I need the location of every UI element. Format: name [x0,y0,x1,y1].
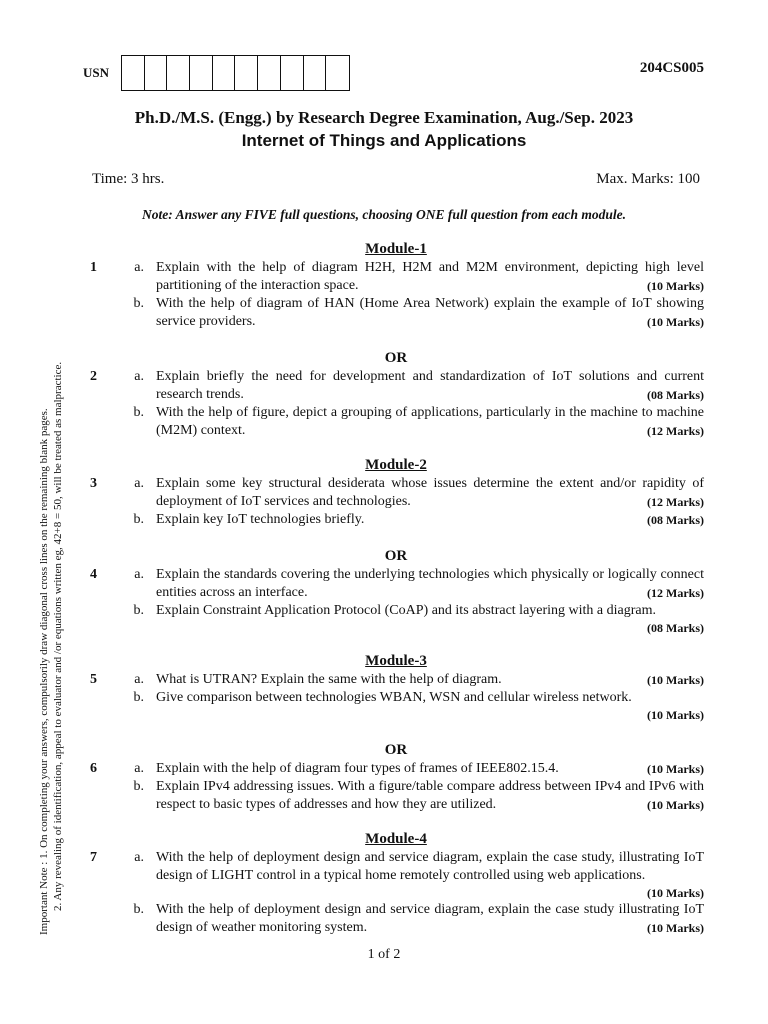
marks-label: (10 Marks) [647,798,704,812]
side-important-note [37,230,65,935]
module-heading: Module-4 [365,831,427,847]
marks-label: (12 Marks) [647,495,704,509]
part-text: Give comparison between technologies WBAN, WSN and cellular wireless network. [156,690,632,705]
marks-label: (10 Marks) [647,315,704,329]
marks-label: (10 Marks) [647,886,704,900]
part-label: b. [133,902,144,917]
part-text: Explain some key structural desiderata whose issues determine the extent and/or rapidity of deployment of IoT services and technologies. [156,476,704,509]
marks-label: (10 Marks) [647,279,704,293]
question-part [120,671,704,689]
part-text: Explain key IoT technologies briefly. [156,512,365,527]
part-label: a. [134,672,144,687]
part-label: b. [133,512,144,527]
question [88,566,704,636]
part-text: With the help of deployment design and service diagram, explain the case study, illustrating IoT design of LIGHT control in a typical home remotely controlled using web applications. [156,850,704,883]
part-label: a. [134,850,144,865]
marks-label: (12 Marks) [647,424,704,438]
part-label: a. [134,476,144,491]
question [88,368,704,440]
side-note-line-1: Important Note : 1. On completing your answers, compulsorily draw diagonal cross lines on the remaining blank pages. [38,408,50,935]
part-label: a. [134,369,144,384]
marks-label: (10 Marks) [647,708,704,722]
max-marks: Max. Marks: 100 [596,171,700,187]
question-number: 4 [90,567,97,582]
question-part [120,404,704,440]
part-label: b. [133,779,144,794]
usn-box[interactable] [122,56,145,90]
usn-box[interactable] [281,56,304,90]
part-text: What is UTRAN? Explain the same with the help of diagram. [156,672,502,687]
module-heading: Module-1 [365,241,427,257]
module-heading: Module-2 [365,457,427,473]
question [88,259,704,331]
question [88,671,704,723]
marks-label: (12 Marks) [647,586,704,600]
part-text: Explain the standards covering the underlying technologies which physically or logically connect entities across an interface. [156,567,704,600]
marks-label: (08 Marks) [647,388,704,402]
instruction-note: Note: Answer any FIVE full questions, choosing ONE full question from each module. [141,207,627,222]
question-content [88,240,704,937]
question-part [120,689,704,707]
question-number: 7 [90,850,97,865]
module-heading: Module-3 [365,653,427,669]
question [88,849,704,937]
part-label: b. [133,603,144,618]
usn-box[interactable] [304,56,327,90]
part-text: Explain Constraint Application Protocol (CoAP) and its abstract layering with a diagram. [156,603,657,618]
page-number: 1 of 2 [367,947,401,962]
part-text: Explain IPv4 addressing issues. With a figure/table compare address between IPv4 and IPv6 with respect to basic types of addresses and how they are utilized. [156,779,704,812]
side-note-line-2: 2. Any revealing of identification, appeal to evaluator and /or equations written eg, 42+8 = 50, will be treated as malpractice. [52,361,64,911]
question-part [120,849,704,885]
usn-box[interactable] [190,56,213,90]
marks-label: (10 Marks) [647,673,704,687]
or-divider: OR [384,350,408,366]
question-part [120,368,704,404]
usn-box[interactable] [258,56,281,90]
usn-box[interactable] [213,56,236,90]
question-part [120,602,704,620]
part-text: With the help of diagram of HAN (Home Area Network) explain the example of IoT showing service providers. [156,296,704,329]
part-text: Explain with the help of diagram H2H, H2M and M2M environment, depicting high level partitioning of the interaction space. [156,260,704,293]
question [88,760,704,814]
question-part [120,259,704,295]
question-part [120,511,704,529]
question-part [120,901,704,937]
part-label: a. [134,761,144,776]
part-text: Explain briefly the need for development and standardization of IoT solutions and current research trends. [156,369,704,402]
usn-box[interactable] [235,56,258,90]
marks-label: (08 Marks) [647,621,704,635]
question-part [120,475,704,511]
or-divider: OR [384,742,408,758]
usn-block [83,55,350,91]
part-text: With the help of deployment design and service diagram, explain the case study illustrating IoT design of weather monitoring system. [156,902,704,935]
question-number: 3 [90,476,97,491]
usn-box[interactable] [167,56,190,90]
question-part [120,566,704,602]
part-label: b. [133,296,144,311]
question-part [120,760,704,778]
or-divider: OR [384,548,408,564]
exam-title: Ph.D./M.S. (Engg.) by Research Degree Examination, Aug./Sep. 2023 [134,108,634,127]
part-label: b. [133,690,144,705]
usn-label: USN [83,65,110,80]
part-text: Explain with the help of diagram four types of frames of IEEE802.15.4. [156,761,559,776]
marks-label: (10 Marks) [647,921,704,935]
part-label: a. [134,567,144,582]
part-text: With the help of figure, depict a grouping of applications, particularly in the machine to machine (M2M) context. [156,405,704,438]
marks-label: (08 Marks) [647,513,704,527]
question-number: 6 [90,761,97,776]
part-label: b. [133,405,144,420]
marks-label: (10 Marks) [647,762,704,776]
question-number: 1 [90,260,97,275]
question-number: 2 [90,369,97,384]
question-part [120,295,704,331]
question-number: 5 [90,672,97,687]
usn-boxes[interactable] [121,55,350,91]
usn-box[interactable] [326,56,349,90]
question [88,475,704,529]
usn-box[interactable] [145,56,168,90]
question-part [120,778,704,814]
subject-code: 204CS005 [639,60,704,76]
part-label: a. [134,260,144,275]
subject-title: Internet of Things and Applications [241,131,527,150]
time-allowed: Time: 3 hrs. [92,171,165,187]
